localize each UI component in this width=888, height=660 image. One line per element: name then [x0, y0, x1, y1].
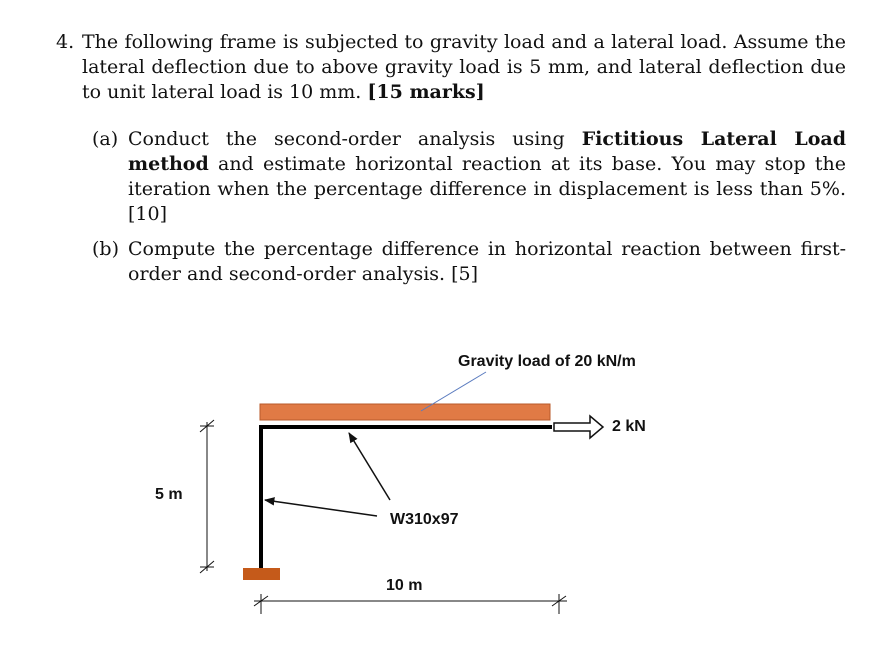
lateral-load-label: 2 kN [612, 418, 646, 435]
part-b-text: Compute the percentage difference in horizontal reaction between first-order and second-order analysis. [5] [128, 238, 846, 285]
question-marks: [15 marks] [367, 81, 485, 103]
question-intro-text: The following frame is subjected to gravity load and a lateral load. Assume the lateral deflection due to above gravity load is 5 mm, and lateral deflection due to unit lateral load is 10 mm. [82, 31, 846, 103]
part-a-method: Fictitious Lateral Load method [128, 128, 846, 175]
part-a-text-before: Conduct the second-order analysis using [128, 128, 582, 150]
section-label: W310x97 [390, 511, 459, 528]
section-leader-column [265, 500, 377, 516]
part-b-label: (b) [92, 238, 119, 260]
base-plate [243, 568, 280, 580]
height-label: 5 m [155, 486, 183, 503]
span-label: 10 m [386, 577, 423, 594]
gravity-load-label: Gravity load of 20 kN/m [458, 353, 636, 370]
gravity-load-bar [260, 404, 550, 420]
part-a-label: (a) [92, 128, 119, 150]
section-leader-beam [349, 433, 390, 500]
part-a-text-after: and estimate horizontal reaction at its base. You may stop the iteration when the percentage difference in displacement is less than 5%. [10] [128, 153, 846, 225]
question-number: 4. [56, 31, 75, 53]
lateral-load-arrow [554, 416, 603, 438]
